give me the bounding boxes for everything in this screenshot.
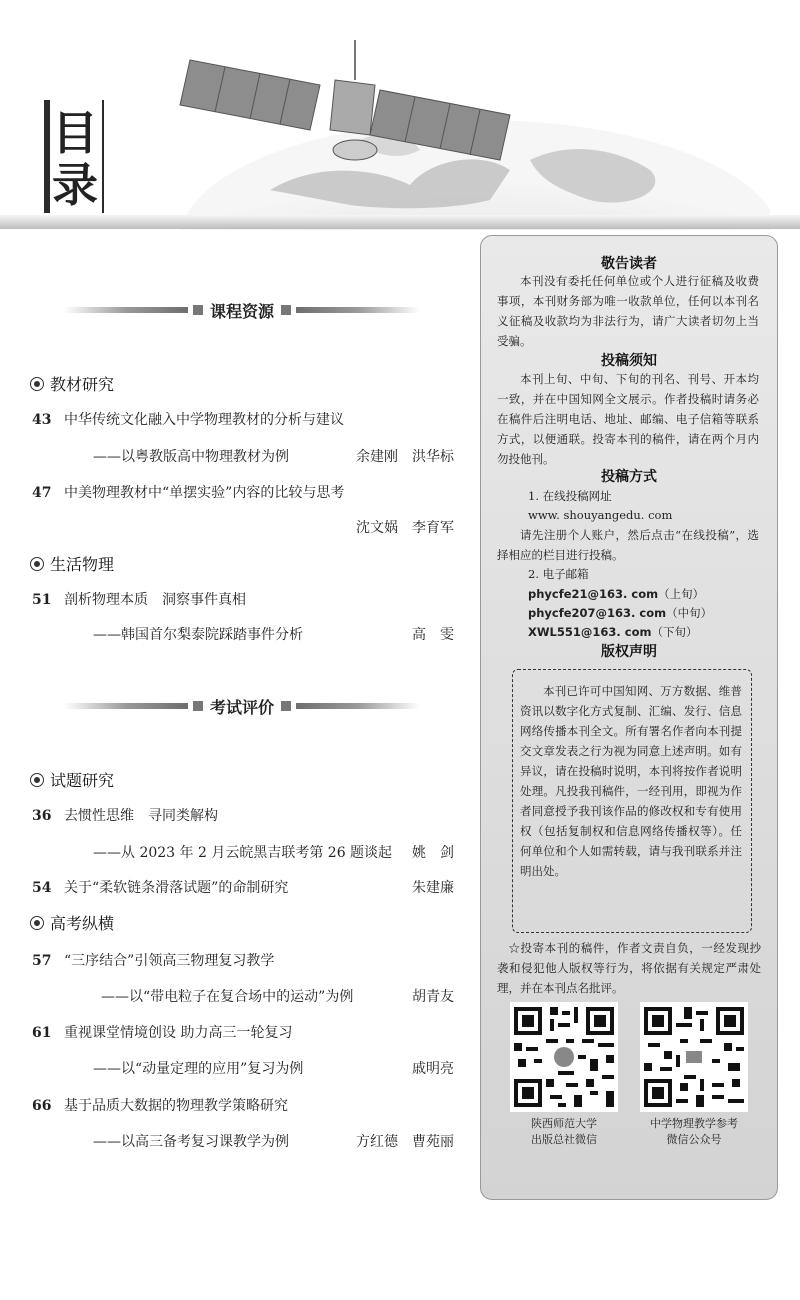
column-heading-jiaocai: [30, 372, 114, 395]
section-title: 课程资源: [210, 301, 275, 321]
column-heading-gaokao: [30, 911, 114, 934]
article-subtitle: ——韩国首尔梨泰院踩踏事件分析: [93, 627, 303, 643]
email-line: [528, 622, 697, 642]
email-note: （中旬）: [666, 606, 713, 620]
caption-line: 陕西师范大学: [531, 1117, 597, 1130]
section-heading-course: [64, 298, 420, 322]
article-authors: 戚明亮: [412, 1061, 454, 1077]
header-banner: [0, 0, 800, 232]
email-line: [528, 584, 704, 604]
article-subtitle: ——从 2023 年 2 月云皖黑吉联考第 26 题谈起: [93, 845, 393, 861]
square-icon: [281, 701, 291, 711]
article-authors: 余建刚 洪华标: [356, 449, 454, 465]
article-title: 去惯性思维 寻同类解构: [64, 808, 218, 824]
toc-entry[interactable]: [32, 482, 344, 502]
page-number: 66: [32, 1098, 52, 1114]
method-1-label: 1. 在线投稿网址: [528, 489, 612, 503]
toc-entry[interactable]: [32, 409, 344, 429]
plagiarism-warning: ☆投寄本刊的稿件，作者文责自负，一经发现抄袭和侵犯他人版权等行为，将依据有关规定严肃处理，并在本刊点名批评。: [497, 941, 761, 995]
article-title: “三序结合”引领高三物理复习教学: [64, 953, 275, 969]
column-title: 教材研究: [50, 375, 115, 394]
email-link[interactable]: phycfe21@163. com: [528, 587, 659, 601]
bullet-circle-icon: [30, 773, 44, 787]
caption-line: 中学物理教学参考: [650, 1117, 738, 1130]
qr-left-caption: [494, 1116, 634, 1148]
toc-entry[interactable]: [32, 877, 288, 897]
article-title: 剖析物理本质 洞察事件真相: [64, 592, 246, 608]
title-rule-left: [44, 100, 50, 213]
email-line: [528, 603, 712, 623]
title-rule-right: [102, 100, 104, 213]
guide-title: 投稿须知: [601, 353, 657, 369]
heading-rule: [64, 703, 188, 709]
toc-entry[interactable]: [32, 1095, 288, 1115]
section-heading-exam: [64, 694, 420, 718]
article-subtitle: ——以“带电粒子在复合场中的运动”为例: [101, 989, 354, 1005]
page-number: 36: [32, 808, 52, 824]
copyright-text: 本刊已许可中国知网、万方数据、维普资讯以数字化方式复制、汇编、发行、信息网络传播本刊全文。所有署名作者向本刊提交文章发表之行为视为同意上述声明。如有异议，请在投稿时说明，本刊将按作者说明处理。凡投我刊稿件，一经刊用，即视为作者同意授予我刊该作品的修改权和专有使用权（包括复制权和信息网络传播权等）。任何单位和个人如需转载，请与我刊联系并注明出处。: [520, 684, 742, 878]
square-icon: [193, 701, 203, 711]
bullet-circle-icon: [30, 377, 44, 391]
column-title: 高考纵横: [50, 914, 115, 933]
article-subtitle: ——以高三备考复习课教学为例: [93, 1134, 289, 1150]
article-title: 中华传统文化融入中学物理教材的分析与建议: [64, 412, 344, 428]
submission-url-link[interactable]: www. shouyangedu. com: [528, 508, 673, 522]
page-number: 43: [32, 412, 52, 428]
article-authors: 姚 剑: [412, 845, 454, 861]
satellite-globe-illustration: [150, 40, 770, 230]
email-note: （下旬）: [651, 625, 698, 639]
page-title-char-2: 录: [52, 158, 98, 212]
toc-entry[interactable]: [32, 950, 274, 970]
header-band: [0, 215, 800, 229]
column-title: 试题研究: [50, 771, 115, 790]
page-number: 47: [32, 485, 52, 501]
heading-rule: [296, 703, 420, 709]
heading-rule: [296, 307, 420, 313]
caption-line: 微信公众号: [666, 1133, 722, 1146]
page-title-char-1: 目: [52, 106, 98, 160]
column-heading-shenghuo: [30, 552, 114, 575]
page-number: 61: [32, 1025, 52, 1041]
qr-right-caption: [624, 1116, 764, 1148]
satellite-icon: [180, 40, 510, 160]
notice-title: 敬告读者: [601, 256, 657, 272]
qr-code-icon: [510, 1002, 618, 1112]
square-icon: [281, 305, 291, 315]
bullet-circle-icon: [30, 557, 44, 571]
method-2-label: 2. 电子邮箱: [528, 567, 589, 581]
method-1-desc: 请先注册个人账户，然后点击“在线投稿”，选择相应的栏目进行投稿。: [497, 528, 759, 562]
column-title: 生活物理: [50, 555, 115, 574]
notice-text: 本刊没有委托任何单位或个人进行征稿及收费事项，本刊财务部为唯一收款单位，任何以本刊名义征稿及收款均为非法行为，请广大读者切勿上当受骗。: [497, 274, 759, 348]
guide-text: 本刊上旬、中旬、下旬的刊名、刊号、开本均一致，并在中国知网全文展示。作者投稿时请务必在稿件后注明电话、地址、邮编、电子信箱等联系方式，以便通联。投寄本刊的稿件，请在两个月内勿投他刊。: [497, 372, 759, 466]
section-title: 考试评价: [210, 697, 275, 717]
article-authors: 胡青友: [412, 989, 454, 1005]
email-link[interactable]: phycfe207@163. com: [528, 606, 667, 620]
toc-entry[interactable]: [32, 1022, 292, 1042]
method-title: 投稿方式: [601, 469, 657, 485]
article-title: 基于品质大数据的物理教学策略研究: [64, 1098, 288, 1114]
article-title: 中美物理教材中“单摆实验”内容的比较与思考: [64, 485, 345, 501]
page-number: 51: [32, 592, 52, 608]
page-number: 54: [32, 880, 52, 896]
copyright-title: 版权声明: [601, 644, 657, 660]
article-authors: 朱建廉: [412, 880, 454, 896]
bullet-circle-icon: [30, 916, 44, 930]
article-subtitle: ——以“动量定理的应用”复习为例: [93, 1061, 304, 1077]
article-title: 重视课堂情境创设 助力高三一轮复习: [64, 1025, 293, 1041]
toc-entry[interactable]: [32, 589, 246, 609]
article-subtitle: ——以粤教版高中物理教材为例: [93, 449, 289, 465]
square-icon: [193, 305, 203, 315]
caption-line: 出版总社微信: [531, 1133, 597, 1146]
article-authors: 高 雯: [412, 627, 454, 643]
email-link[interactable]: XWL551@163. com: [528, 625, 652, 639]
email-note: （上旬）: [658, 587, 705, 601]
qr-code-icon: [640, 1002, 748, 1112]
article-title: 关于“柔软链条滑落试题”的命制研究: [64, 880, 289, 896]
heading-rule: [64, 307, 188, 313]
article-authors: 沈文娲 李育军: [356, 520, 454, 536]
column-heading-shiti: [30, 768, 114, 791]
page-number: 57: [32, 953, 52, 969]
article-authors: 方红德 曹苑丽: [356, 1134, 454, 1150]
toc-entry[interactable]: [32, 805, 218, 825]
